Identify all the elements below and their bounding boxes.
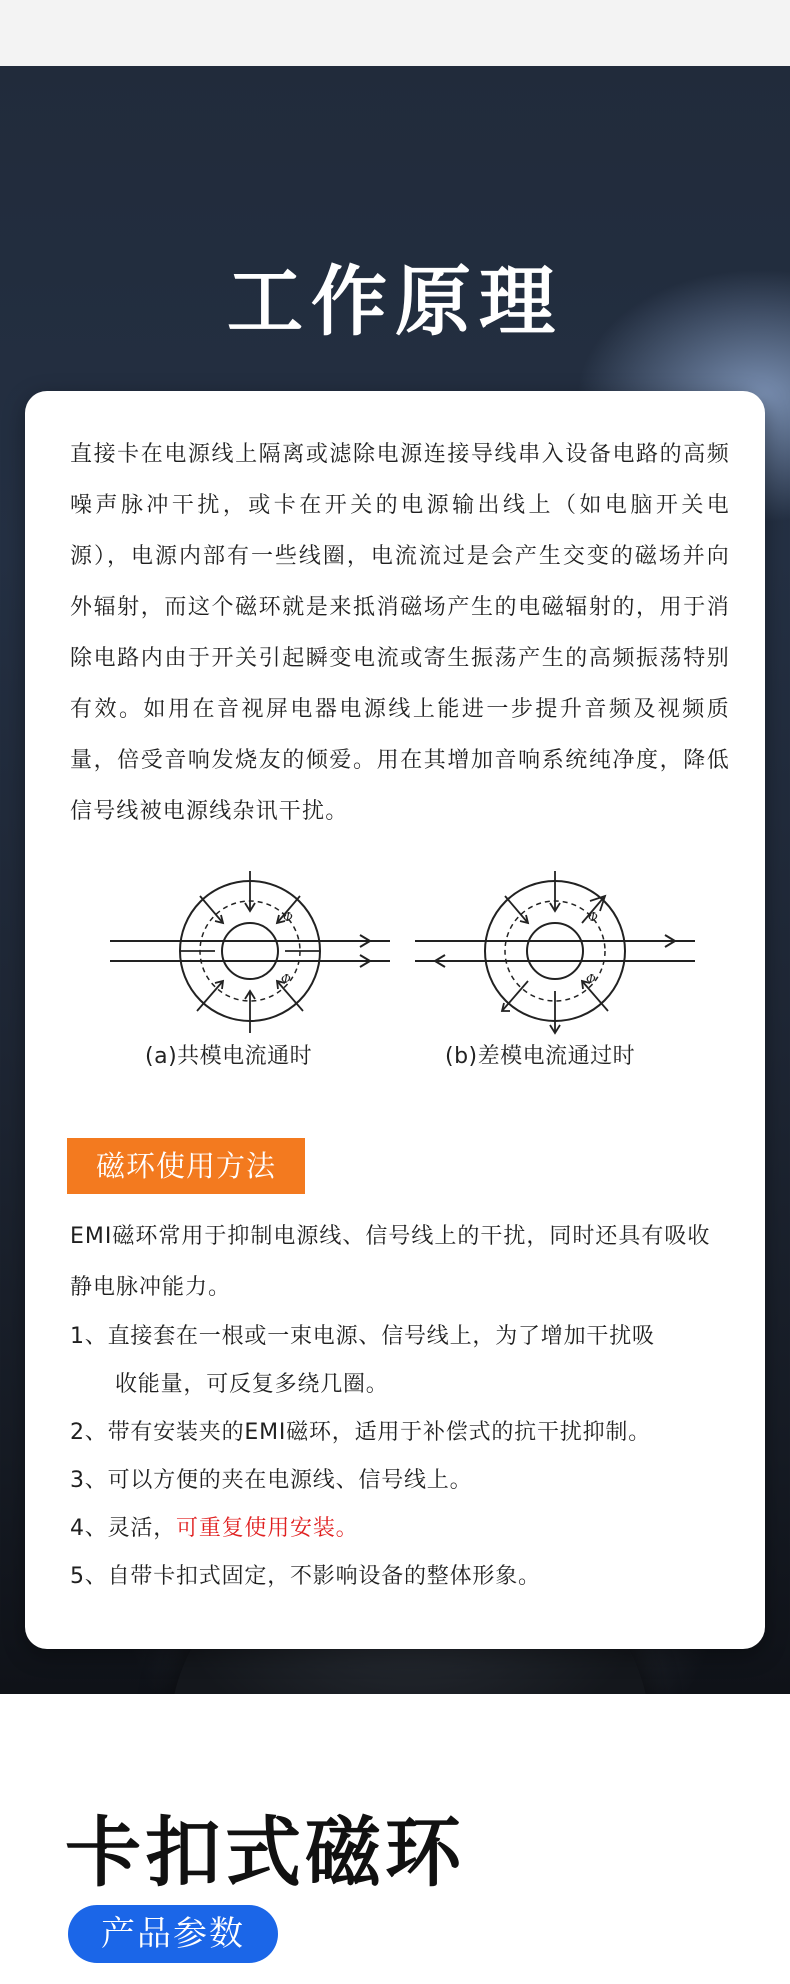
top-strip [0,0,790,66]
list-item-continuation: 收能量，可反复多绕几圈。 [115,1372,389,1397]
usage-heading-badge: 磁环使用方法 [67,1138,305,1194]
diagram-caption-a: (a)共模电流通时 [145,1044,313,1069]
usage-intro: EMI磁环常用于抑制电源线、信号线上的干扰，同时还具有吸收静电脉冲能力。 [70,1224,711,1300]
list-item-text: 直接套在一根或一束电源、信号线上，为了增加干扰吸 [107,1324,655,1349]
principle-card [25,391,765,1649]
list-item [70,1505,750,1553]
section-title: 工作原理 [227,257,563,346]
hero-section [0,66,790,1694]
diagram-caption-b: (b)差模电流通过时 [445,1044,636,1069]
list-item [70,1409,750,1457]
list-item-number: 4、 [70,1516,108,1541]
list-item-text: 可以方便的夹在电源线、信号线上。 [107,1468,473,1493]
principle-text: 直接卡在电源线上隔离或滤除电源连接导线串入设备电路的高频噪声脉冲干扰，或卡在开关的电源输出线上（如电脑开关电源），电源内部有一些线圈，电流流过是会产生交变的磁场并向外辐射，而这个磁环就是来抵消磁场产生的电磁辐射的，用于消除电路内由于开关引起瞬变电流或寄生振荡产生的高频振荡特别有效。如用在音视屏电器电源线上能进一步提升音频及视频质量，倍受音响发烧友的倾爱。用在其增加音响系统纯净度，降低信号线被电源线杂讯干扰。 [70,442,730,824]
product-params-pill: 产品参数 [68,1905,278,1963]
list-item-number: 1、 [70,1324,108,1349]
phi-label: Φ [586,972,596,986]
list-item-number: 5、 [70,1564,108,1589]
list-item-number: 2、 [70,1420,108,1445]
list-item-text: 灵活， [107,1516,177,1541]
usage-list [70,1313,750,1601]
list-item-text: 带有安装夹的EMI磁环，适用于补偿式的抗干扰抑制。 [107,1420,651,1445]
product-title: 卡扣式磁环 [65,1808,465,1897]
differential-mode-diagram [410,861,700,1046]
list-item [70,1313,750,1409]
list-item [70,1457,750,1505]
list-item-number: 3、 [70,1468,108,1493]
list-item [70,1553,750,1601]
common-mode-diagram [105,861,395,1046]
list-item-highlight: 可重复使用安装。 [176,1516,359,1541]
phi-label: Φ [283,910,293,924]
phi-label: Φ [588,910,598,924]
phi-label: Φ [281,972,291,986]
list-item-text: 自带卡扣式固定，不影响设备的整体形象。 [107,1564,541,1589]
